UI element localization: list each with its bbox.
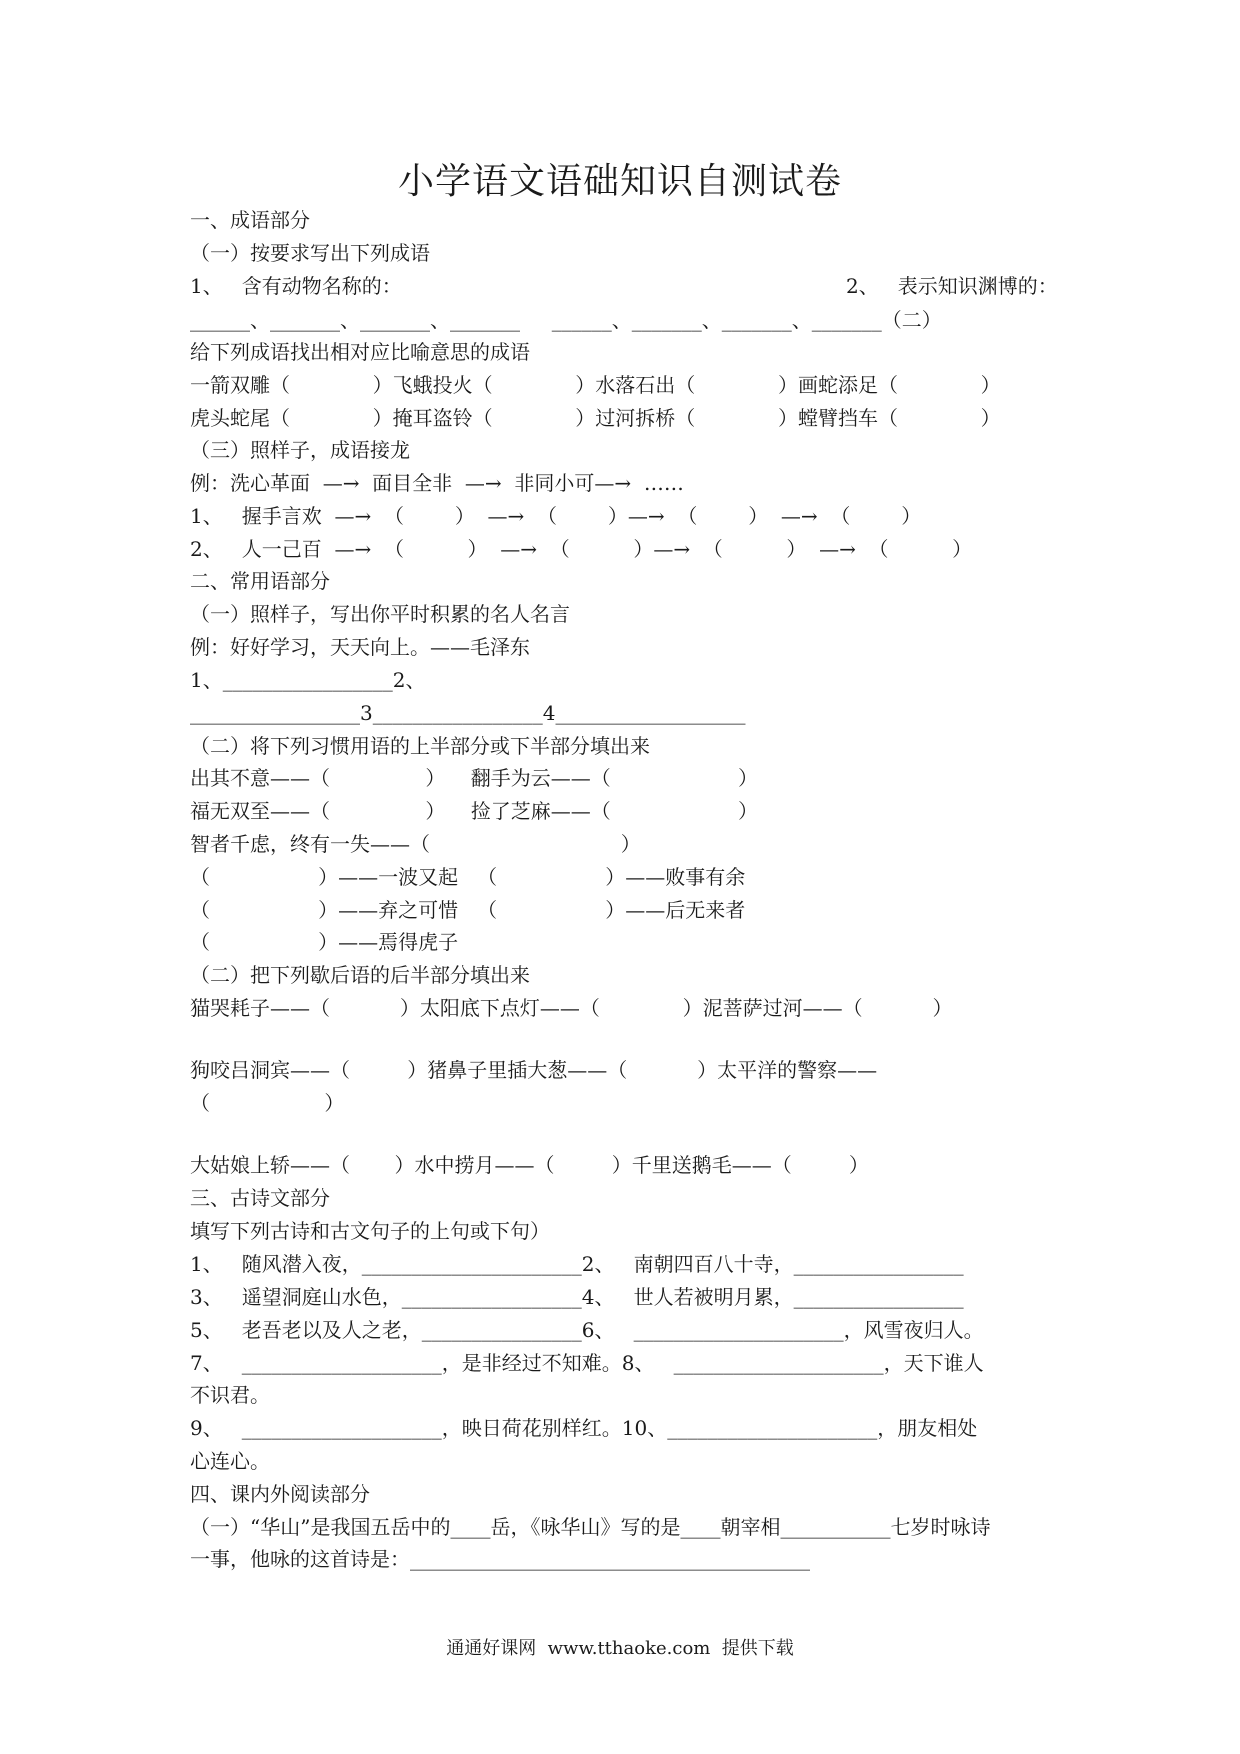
worksheet-line: （二）将下列习惯用语的上半部分或下半部分填出来 bbox=[190, 734, 650, 758]
worksheet-line: _________________3_________________4___________________ bbox=[190, 701, 746, 725]
worksheet-line: 二、常用语部分 bbox=[190, 569, 330, 593]
worksheet-line: 福无双至——（ ） 捡了芝麻——（ ） bbox=[190, 799, 758, 823]
worksheet-line: 5、 老吾老以及人之老，________________6、 _____________________，风雪夜归人。 bbox=[190, 1318, 984, 1342]
worksheet-line: （三）照样子，成语接龙 bbox=[190, 438, 410, 462]
worksheet-line: （ ） bbox=[190, 1091, 345, 1115]
worksheet-line: 三、古诗文部分 bbox=[190, 1186, 330, 1210]
worksheet-line: 虎头蛇尾（ ）掩耳盗铃（ ）过河拆桥（ ）螳臂挡车（ ） bbox=[190, 406, 1001, 430]
worksheet-line: 2、 人一己百 —→ （ ） —→ （ ）—→ （ ） —→ （ ） bbox=[190, 537, 973, 561]
worksheet-line: （一）照样子，写出你平时积累的名人名言 bbox=[190, 602, 570, 626]
worksheet-line: 智者千虑，终有一失——（ ） bbox=[190, 832, 641, 856]
worksheet-line: （ ）——焉得虎子 bbox=[190, 930, 459, 954]
worksheet-line: 1、_________________2、 bbox=[190, 668, 426, 692]
worksheet-line: 9、 ____________________，映日荷花别样红。10、_____________________，朋友相处 bbox=[190, 1416, 978, 1440]
worksheet-line: 1、 握手言欢 —→ （ ） —→ （ ）—→ （ ） —→ （ ） bbox=[190, 504, 922, 528]
worksheet-line: （一）按要求写出下列成语 bbox=[190, 241, 430, 265]
worksheet-line: （ ）——弃之可惜 （ ）——后无来者 bbox=[190, 898, 746, 922]
worksheet-line: 狗咬吕洞宾——（ ）猪鼻子里插大葱——（ ）太平洋的警察—— bbox=[190, 1058, 878, 1082]
worksheet-line: 不识君。 bbox=[190, 1383, 270, 1407]
worksheet-line: 心连心。 bbox=[190, 1449, 270, 1473]
worksheet-line: 一事，他咏的这首诗是：________________________________________ bbox=[190, 1547, 810, 1571]
worksheet-line: 填写下列古诗和古文句子的上句或下句） bbox=[190, 1219, 550, 1243]
worksheet-line: 一箭双雕（ ）飞蛾投火（ ）水落石出（ ）画蛇添足（ ） bbox=[190, 373, 1001, 397]
worksheet-line: 1、 含有动物名称的： bbox=[190, 274, 402, 298]
worksheet-line: ______、_______、_______、_______ ______、_______、_______、_______（二） bbox=[190, 308, 942, 332]
worksheet-line: 3、 遥望洞庭山水色，__________________4、 世人若被明月累，_________________ bbox=[190, 1285, 964, 1309]
worksheet-line: 7、 ____________________，是非经过不知难。8、 _____________________，天下谁人 bbox=[190, 1351, 984, 1375]
worksheet-line: 1、 随风潜入夜，______________________2、 南朝四百八十寺，_________________ bbox=[190, 1252, 964, 1276]
worksheet-line: 一、成语部分 bbox=[190, 208, 310, 232]
page-title: 小学语文语础知识自测试卷 bbox=[397, 161, 842, 202]
worksheet-line: 给下列成语找出相对应比喻意思的成语 bbox=[190, 340, 530, 364]
worksheet-line: （二）把下列歇后语的后半部分填出来 bbox=[190, 963, 530, 987]
worksheet-line: 出其不意——（ ） 翻手为云——（ ） bbox=[190, 766, 758, 790]
worksheet-line: （一）“华山”是我国五岳中的____岳，《咏华山》写的是____朝宰相___________七岁时咏诗 bbox=[190, 1515, 991, 1539]
worksheet-line: 猫哭耗子——（ ）太阳底下点灯——（ ）泥菩萨过河——（ ） bbox=[190, 996, 953, 1020]
worksheet-line: 例：洗心革面 —→ 面目全非 —→ 非同小可—→ …… bbox=[190, 471, 684, 495]
worksheet-line: 大姑娘上轿——（ ）水中捞月——（ ）千里送鹅毛——（ ） bbox=[190, 1153, 869, 1177]
worksheet-line: 四、课内外阅读部分 bbox=[190, 1482, 370, 1506]
worksheet-line: 2、 表示知识渊博的： bbox=[846, 274, 1058, 298]
worksheet-line: 例：好好学习，天天向上。——毛泽东 bbox=[190, 635, 530, 659]
worksheet-line: （ ）——一波又起 （ ）——败事有余 bbox=[190, 865, 746, 889]
page-footer: 通通好课网 www.tthaoke.com 提供下载 bbox=[446, 1638, 794, 1659]
